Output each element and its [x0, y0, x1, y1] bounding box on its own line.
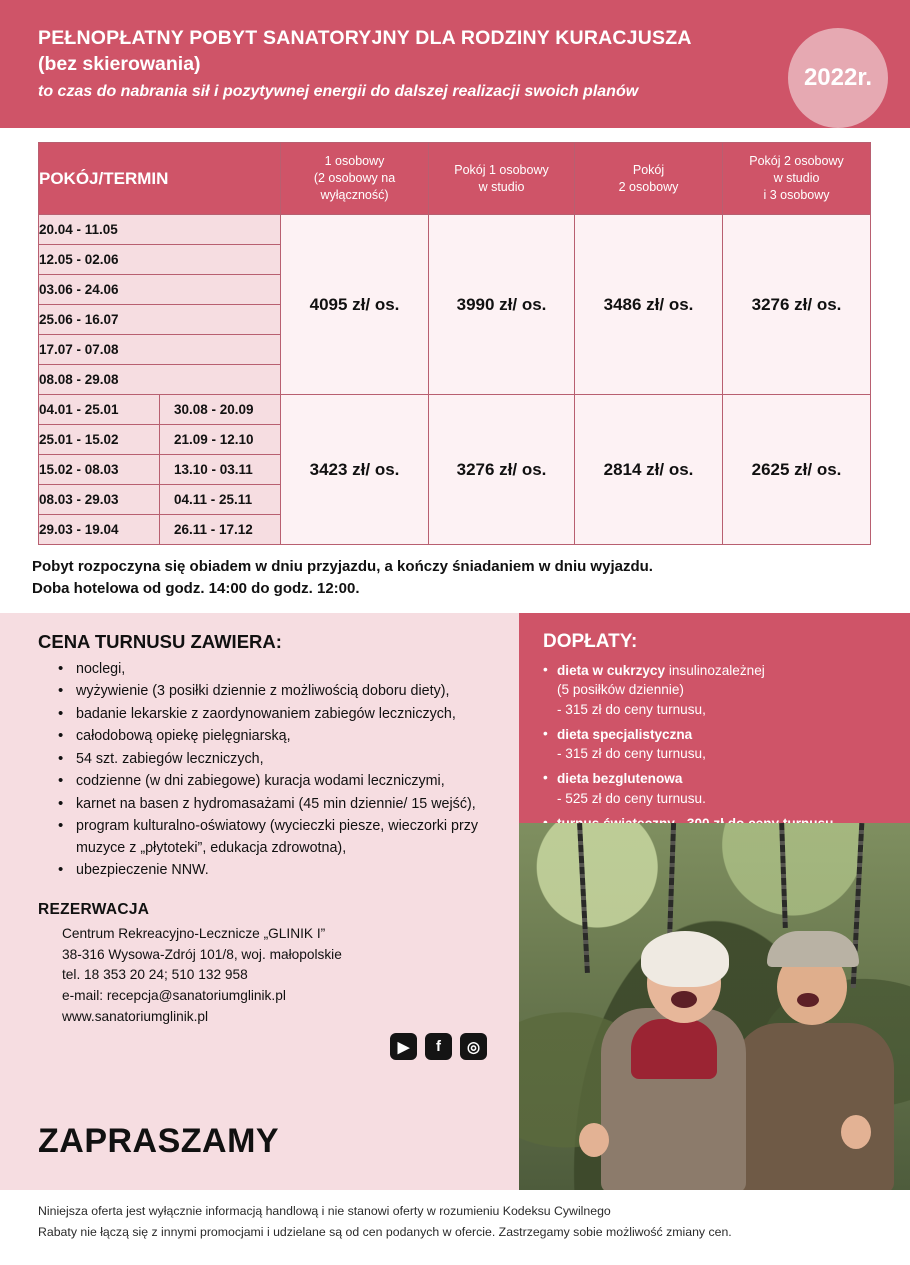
stay-note-line2: Doba hotelowa od godz. 14:00 do godz. 12:00.: [32, 579, 360, 597]
list-item: [543, 661, 890, 719]
term-b-right-0: 30.08 - 20.09: [160, 395, 281, 425]
col1-line1: 1 osobowy: [324, 154, 385, 169]
page-header: [0, 0, 910, 128]
term-a-0: 20.04 - 11.05: [39, 215, 281, 245]
includes-title: CENA TURNUSU ZAWIERA:: [38, 631, 282, 652]
footer-line1: Niniejsza oferta jest wyłącznie informacją handlową i nie stanowi oferty w rozumieniu Kodeksu Cywilnego: [38, 1204, 611, 1218]
price-a-2: 3486 zł/ os.: [575, 215, 723, 395]
price-b-2: 2814 zł/ os.: [575, 395, 723, 545]
surcharge-2-bold: dieta bezglutenowa: [557, 771, 683, 787]
term-b-left-0: 04.01 - 25.01: [39, 395, 160, 425]
table-header-row: [39, 143, 871, 215]
term-b-right-4: 26.11 - 17.12: [160, 515, 281, 545]
surcharge-1-bold: dieta specjalistyczna: [557, 726, 693, 742]
col3-line2: 2 osobowy: [618, 179, 679, 194]
table-row: [39, 215, 871, 245]
term-b-left-3: 08.03 - 29.03: [39, 485, 160, 515]
term-b-right-2: 13.10 - 03.11: [160, 455, 281, 485]
list-item: [543, 769, 890, 808]
woman-hand: [579, 1123, 609, 1157]
reservation-title: REZERWACJA: [38, 901, 150, 919]
price-b-3: 2625 zł/ os.: [723, 395, 871, 545]
surcharge-0-sub2: - 315 zł do ceny turnusu,: [557, 701, 706, 717]
facebook-icon[interactable]: f: [425, 1033, 452, 1060]
includes-list: [38, 659, 495, 881]
divider: [0, 605, 910, 613]
surcharge-1-sub1: - 315 zł do ceny turnusu,: [557, 746, 706, 762]
surcharge-2-sub1: - 525 zł do ceny turnusu.: [557, 790, 706, 806]
man-cap: [767, 931, 859, 967]
price-b-0: 3423 zł/ os.: [281, 395, 429, 545]
term-a-1: 12.05 - 02.06: [39, 245, 281, 275]
col4-line2: w studio: [773, 171, 820, 186]
col2-line1: Pokój 1 osobowy: [454, 162, 549, 177]
reservation-name: Centrum Rekreacyjno-Lecznicze „GLINIK I”: [62, 926, 326, 942]
price-a-3: 3276 zł/ os.: [723, 215, 871, 395]
price-table-wrapper: [38, 142, 870, 545]
man-mouth: [797, 993, 819, 1007]
table-header-col-3: [575, 143, 723, 215]
list-item: • karnet na basen z hydromasażami (45 min dziennie/ 15 wejść),: [58, 794, 495, 815]
list-item: • 54 szt. zabiegów leczniczych,: [58, 749, 495, 770]
includes-panel: [0, 613, 519, 1190]
reservation-address: 38-316 Wysowa-Zdrój 101/8, woj. małopolskie: [62, 946, 342, 962]
man-figure: [734, 1023, 894, 1190]
term-b-left-2: 15.02 - 08.03: [39, 455, 160, 485]
youtube-icon[interactable]: ▶: [390, 1033, 417, 1060]
term-a-2: 03.06 - 24.06: [39, 275, 281, 305]
term-a-3: 25.06 - 16.07: [39, 305, 281, 335]
table-header-col-4: [723, 143, 871, 215]
list-item: • całodobową opiekę pielęgniarską,: [58, 726, 495, 747]
list-item: • ubezpieczenie NNW.: [58, 860, 495, 881]
stay-note-line1: Pobyt rozpoczyna się obiadem w dniu przyjazdu, a kończy śniadaniem w dniu wyjazdu.: [32, 558, 653, 575]
price-a-1: 3990 zł/ os.: [429, 215, 575, 395]
reservation-block: [38, 901, 495, 1060]
woman-mouth: [671, 991, 697, 1008]
price-table: [38, 142, 871, 545]
term-b-right-1: 21.09 - 12.10: [160, 425, 281, 455]
col1-line2: (2 osobowy na: [313, 171, 396, 186]
list-item: • wyżywienie (3 posiłki dziennie z możliwością doboru diety),: [58, 681, 495, 702]
footer-line2: Rabaty nie łączą się z innymi promocjami i udzielane są od cen podanych w ofercie. Zastrzegamy sobie możliwość zmiany cen.: [38, 1225, 732, 1240]
term-a-5: 08.08 - 29.08: [39, 365, 281, 395]
surcharge-0-rest: insulinozależnej: [665, 663, 765, 678]
page-subtitle: (bez skierowania): [38, 53, 201, 76]
price-b-1: 3276 zł/ os.: [429, 395, 575, 545]
stay-note: [32, 556, 872, 600]
price-a-0: 4095 zł/ os.: [281, 215, 429, 395]
surcharge-0-bold: dieta w cukrzycy: [557, 663, 666, 678]
page-title: PEŁNOPŁATNY POBYT SANATORYJNY DLA RODZINY KURACJUSZA: [38, 27, 692, 49]
term-b-left-4: 29.03 - 19.04: [39, 515, 160, 545]
woman-scarf: [631, 1019, 717, 1079]
surcharge-0-sub1: (5 posiłków dziennie): [557, 682, 684, 698]
col2-line2: w studio: [478, 179, 525, 194]
list-item: • noclegi,: [58, 659, 495, 680]
list-item: [543, 725, 890, 764]
table-header-col-1: [281, 143, 429, 215]
reservation-website[interactable]: www.sanatoriumglinik.pl: [62, 1008, 209, 1024]
surcharges-panel: [519, 613, 910, 823]
table-header-term: POKÓJ/TERMIN: [39, 143, 281, 215]
list-item: • program kulturalno-oświatowy (wycieczki piesze, wieczorki przy muzyce z „płytoteki”, edukacja zdrowotna),: [58, 816, 495, 859]
col4-line1: Pokój 2 osobowy: [749, 154, 844, 169]
list-item: • codzienne (w dni zabiegowe) kuracja wodami leczniczymi,: [58, 771, 495, 792]
term-a-4: 17.07 - 07.08: [39, 335, 281, 365]
col1-line3: wyłączność): [320, 187, 389, 202]
surcharges-title: DOPŁATY:: [543, 631, 638, 652]
col3-line1: Pokój: [632, 162, 665, 177]
man-hand: [841, 1115, 871, 1149]
reservation-phone[interactable]: tel. 18 353 20 24; 510 132 958: [62, 967, 248, 983]
table-header-col-2: [429, 143, 575, 215]
reservation-email[interactable]: e-mail: recepcja@sanatoriumglinik.pl: [62, 988, 286, 1004]
cta-text: ZAPRASZAMY: [38, 1122, 280, 1160]
year-badge: 2022r.: [788, 28, 888, 128]
table-row: [39, 395, 871, 425]
col4-line3: i 3 osobowy: [763, 187, 830, 202]
woman-hair: [641, 931, 729, 987]
instagram-icon[interactable]: ◎: [460, 1033, 487, 1060]
term-b-left-1: 25.01 - 15.02: [39, 425, 160, 455]
couple-on-swing-photo: [519, 823, 910, 1190]
list-item: • badanie lekarskie z zaordynowaniem zabiegów leczniczych,: [58, 704, 495, 725]
social-links: [390, 1033, 495, 1060]
page-tagline: to czas do nabrania sił i pozytywnej energii do dalszej realizacji swoich planów: [38, 82, 639, 100]
legal-footer: [0, 1190, 910, 1265]
term-b-right-3: 04.11 - 25.11: [160, 485, 281, 515]
surcharges-list: [543, 661, 890, 833]
